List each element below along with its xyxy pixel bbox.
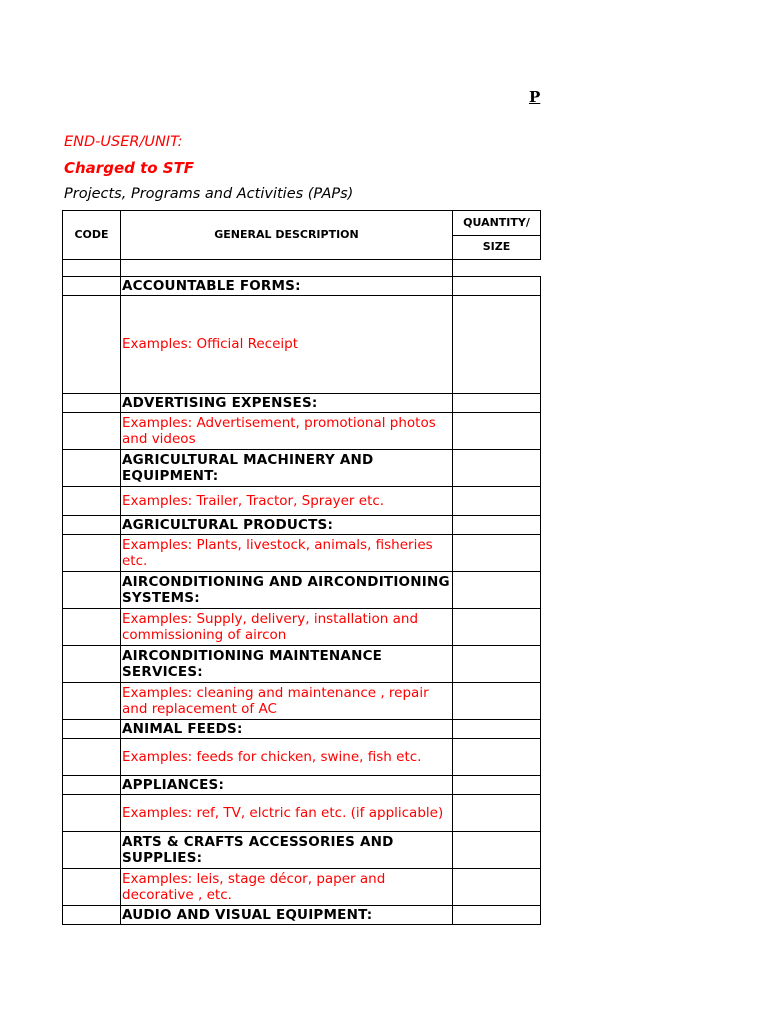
quantity-cell[interactable]: [453, 413, 541, 450]
table-row: [63, 795, 541, 832]
table-row: [63, 535, 541, 572]
code-cell[interactable]: [63, 739, 121, 776]
table-row: [63, 572, 541, 609]
code-cell[interactable]: [63, 832, 121, 869]
code-cell[interactable]: [63, 277, 121, 296]
table-row: [63, 720, 541, 739]
table-row: [63, 296, 541, 394]
size-column-header: SIZE: [453, 236, 541, 260]
table-row: [63, 260, 541, 277]
table-row: [63, 776, 541, 795]
example-cell: Examples: Trailer, Tractor, Sprayer etc.: [121, 487, 453, 516]
quantity-cell[interactable]: [453, 906, 541, 925]
quantity-cell[interactable]: [453, 609, 541, 646]
quantity-cell[interactable]: [453, 869, 541, 906]
code-cell[interactable]: [63, 413, 121, 450]
quantity-cell[interactable]: [453, 795, 541, 832]
category-cell: ACCOUNTABLE FORMS:: [121, 277, 453, 296]
example-cell: Examples: ref, TV, elctric fan etc. (if applicable): [121, 795, 453, 832]
quantity-cell[interactable]: [453, 394, 541, 413]
category-cell: AIRCONDITIONING MAINTENANCE SERVICES:: [121, 646, 453, 683]
table-row: [63, 869, 541, 906]
page-letter: P: [529, 88, 541, 106]
code-cell[interactable]: [63, 869, 121, 906]
table-row: [63, 516, 541, 535]
table-row: [63, 906, 541, 925]
quantity-column-header: QUANTITY/: [453, 211, 541, 236]
code-cell[interactable]: [63, 260, 121, 277]
example-cell: Examples: feeds for chicken, swine, fish etc.: [121, 739, 453, 776]
code-cell[interactable]: [63, 572, 121, 609]
quantity-cell[interactable]: [453, 776, 541, 795]
example-cell: Examples: Plants, livestock, animals, fisheries etc.: [121, 535, 453, 572]
category-cell: AGRICULTURAL PRODUCTS:: [121, 516, 453, 535]
code-cell[interactable]: [63, 487, 121, 516]
example-cell: Examples: Official Receipt: [121, 296, 453, 394]
description-cell: [121, 260, 453, 277]
end-user-label: END-USER/UNIT:: [64, 134, 183, 150]
quantity-cell[interactable]: [453, 535, 541, 572]
table-row: [63, 277, 541, 296]
code-cell[interactable]: [63, 516, 121, 535]
code-cell[interactable]: [63, 776, 121, 795]
category-cell: ARTS & CRAFTS ACCESSORIES AND SUPPLIES:: [121, 832, 453, 869]
code-cell[interactable]: [63, 394, 121, 413]
category-cell: AUDIO AND VISUAL EQUIPMENT:: [121, 906, 453, 925]
charged-to-label: Charged to STF: [64, 159, 195, 177]
category-cell: AGRICULTURAL MACHINERY AND EQUIPMENT:: [121, 450, 453, 487]
table-row: [63, 413, 541, 450]
quantity-cell[interactable]: [453, 260, 541, 277]
code-cell[interactable]: [63, 906, 121, 925]
code-cell[interactable]: [63, 609, 121, 646]
quantity-cell[interactable]: [453, 572, 541, 609]
table-row: [63, 450, 541, 487]
category-cell: AIRCONDITIONING AND AIRCONDITIONING SYSTEMS:: [121, 572, 453, 609]
code-cell[interactable]: [63, 720, 121, 739]
quantity-cell[interactable]: [453, 683, 541, 720]
quantity-cell[interactable]: [453, 739, 541, 776]
quantity-cell[interactable]: [453, 516, 541, 535]
quantity-cell[interactable]: [453, 487, 541, 516]
procurement-table: [62, 210, 541, 925]
category-cell: ANIMAL FEEDS:: [121, 720, 453, 739]
code-cell[interactable]: [63, 535, 121, 572]
quantity-cell[interactable]: [453, 450, 541, 487]
code-column-header: CODE: [63, 211, 121, 260]
quantity-cell[interactable]: [453, 277, 541, 296]
quantity-cell[interactable]: [453, 832, 541, 869]
example-cell: Examples: Advertisement, promotional photos and videos: [121, 413, 453, 450]
code-cell[interactable]: [63, 795, 121, 832]
example-cell: Examples: leis, stage décor, paper and decorative , etc.: [121, 869, 453, 906]
example-cell: Examples: Supply, delivery, installation and commissioning of aircon: [121, 609, 453, 646]
category-cell: ADVERTISING EXPENSES:: [121, 394, 453, 413]
table-row: [63, 739, 541, 776]
code-cell[interactable]: [63, 646, 121, 683]
code-cell[interactable]: [63, 683, 121, 720]
table-row: [63, 832, 541, 869]
table-row: [63, 487, 541, 516]
code-cell[interactable]: [63, 450, 121, 487]
table-row: [63, 683, 541, 720]
quantity-cell[interactable]: [453, 720, 541, 739]
description-column-header: GENERAL DESCRIPTION: [121, 211, 453, 260]
example-cell: Examples: cleaning and maintenance , repair and replacement of AC: [121, 683, 453, 720]
table-row: [63, 609, 541, 646]
paps-label: Projects, Programs and Activities (PAPs): [64, 186, 354, 202]
table-row: [63, 646, 541, 683]
table-row: [63, 394, 541, 413]
category-cell: APPLIANCES:: [121, 776, 453, 795]
code-cell[interactable]: [63, 296, 121, 394]
quantity-cell[interactable]: [453, 646, 541, 683]
quantity-cell[interactable]: [453, 296, 541, 394]
